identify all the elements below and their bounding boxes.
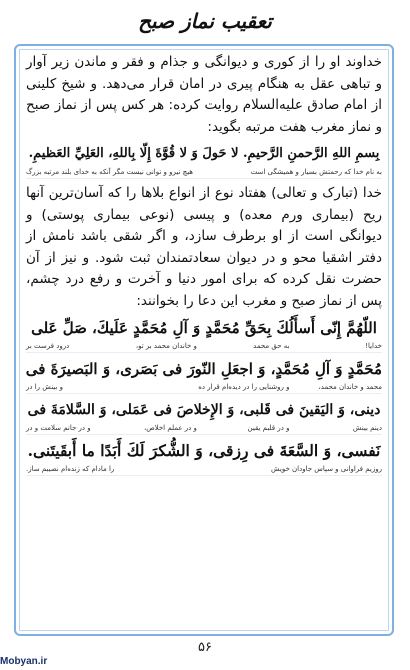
- gloss-segment: خدایا!: [365, 342, 382, 350]
- dua-translation: [26, 463, 382, 476]
- gloss-segment: و در جانم سلامت و در: [26, 424, 91, 432]
- gloss-segment: را مادام که زنده‌ام نصیبم ساز.: [26, 465, 115, 473]
- arabic-verse: بِسمِ اللهِ الرَّحمنِ الرَّحيمِ. لا حَولَ وَ لا قُوَّةَ إِلّا بِاللهِ، العَلِيِّ العَظيمِ.: [28, 146, 380, 161]
- page-content: [26, 52, 382, 480]
- dua-line: نَفسى، وَ السَّعَةَ فى رِزقى، وَ الشُّكرَ لَكَ أَبَدًا ما أَبقَيتَنى.: [27, 441, 381, 460]
- dua-translation: [26, 340, 382, 353]
- gloss-segment: و بینش را در: [26, 383, 63, 391]
- page-header: [12, 8, 398, 38]
- dua-translation: [26, 422, 382, 435]
- gloss-segment: و در قلبم یقین: [247, 424, 290, 432]
- gloss-segment: و روشنایی را در دیده‌ام قرار ده: [198, 383, 290, 391]
- gloss-segment: درود فرست بر: [26, 342, 70, 350]
- gloss-segment: به نام خدا که رحمتش بسیار و همیشگی است: [250, 168, 382, 176]
- verse-translation: [26, 166, 382, 179]
- gloss-segment: هیچ نیرو و توانی نیست مگر آنکه به خدای بلند مرتبه بزرگ: [26, 168, 194, 176]
- page-number: ۵۶: [198, 640, 212, 655]
- gloss-segment: و در عملم اخلاص،: [143, 424, 197, 432]
- dua-line: اللّهُمَّ إِنّى أَسأَلُكَ بِحَقِّ مُحَمَّدٍ وَ آلِ مُحَمَّدٍ عَلَيكَ، صَلِّ عَلى: [31, 319, 377, 337]
- brand-watermark[interactable]: Mobyan.ir: [0, 656, 48, 667]
- page: [12, 8, 398, 660]
- dua-block: [26, 316, 382, 476]
- dua-line: دينى، وَ اليَقينَ فى قَلبى، وَ الإِخلاصَ فى عَمَلى، وَ السَّلامَةَ فى: [27, 402, 381, 418]
- paragraph-1: خداوند او را از کوری و دیوانگی و جذام و فقر و ماندن زیر آوار و تباهی عقل به هنگام پیری در امان قرار می‌دهد. و شیخ کلینی از امام صادق علیه‌السلام روایت کرده: هر کس پس از نماز صبح و نماز مغرب هفت مرتبه بگوید:: [26, 54, 382, 135]
- dua-translation: [26, 381, 382, 394]
- gloss-segment: و خاندان محمد بر تو،: [135, 342, 197, 350]
- page-title: تعقیب نماز صبح: [138, 9, 272, 33]
- paragraph-2: خدا (تبارک و تعالی) هفتاد نوع از انواع بلاها را که آسان‌ترین آنها ریح (بیماری ورم معده) و پیسی (نوعی بیماری پوستی) و دیوانگی است از او برطرف سازد، و اگر شقی باشد نامش از دفتر اشقیا محو و در دیوان سعادتمندان ثبت شود. و نیز از آن حضرت نقل کرده که برای امور دنیا و آخرت و رفع درد چشم، پس از نماز صبح و مغرب این دعا را بخوانند:: [26, 185, 382, 309]
- gloss-segment: به حق محمد: [253, 342, 290, 350]
- gloss-segment: دینم بینش: [352, 424, 382, 432]
- gloss-segment: محمد و خاندان محمد،: [318, 383, 382, 391]
- gloss-segment: روزیم فراوانی و سپاس جاودان خویش: [270, 465, 382, 473]
- dua-line: مُحَمَّدٍ وَ آلِ مُحَمَّدٍ، وَ اجعَلِ النّورَ فى بَصَرى، وَ البَصيرَةَ فى: [25, 360, 382, 378]
